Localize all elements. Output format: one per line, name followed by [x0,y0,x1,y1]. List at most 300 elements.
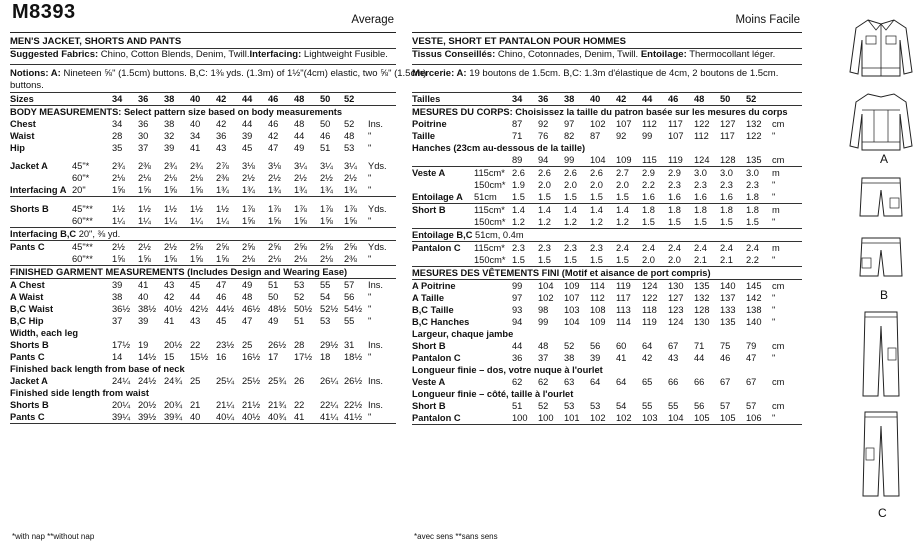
table-cell: 102 [590,412,616,425]
table-row [412,167,802,180]
table-cell: 1⅝ [216,253,242,266]
table-row [412,130,802,142]
table-cell: 115 [642,154,668,167]
size-header: 50 [320,93,344,106]
table-row [10,291,396,303]
size-header: 40 [590,93,616,106]
table-cell: 118 [642,305,657,315]
section-heading-row [10,387,396,399]
table-cell: 1½ [164,204,177,214]
footnote: *with nap **without nap [12,532,95,541]
table-cell: 17½ [112,340,131,350]
table-cell: 124 [694,154,720,167]
table-cell: 94 [538,154,564,167]
table-cell: 53 [564,401,575,411]
row-sublabel [474,154,512,167]
jacket-back-icon [846,88,916,158]
section-heading: BODY MEASUREMENTS: Select pattern size based on body measurements [10,107,343,117]
table-cell: 105 [720,412,746,425]
unit-cell: " [772,254,802,267]
table-cell: 1⅝ [164,184,190,197]
table-cell: 101 [564,412,590,425]
table-cell: 62 [538,377,549,387]
section-title-fr: VESTE, SHORT ET PANTALON POUR HOMMES [412,36,802,49]
table-cell: 107 [616,119,632,129]
table-cell: 47 [242,316,253,326]
table-cell: 26½ [344,376,363,386]
table-cell: 1¾ [242,184,268,197]
table-cell: 52½ [320,304,339,314]
table-cell: 17½ [294,352,313,362]
table-cell: 128 [694,305,710,315]
table-cell: 53 [320,316,331,326]
row-label: Pants C [10,352,45,362]
table-cell: 45 [216,316,227,326]
row-sublabel [72,411,112,424]
section-heading: MESURES DES VÊTEMENTS FINI (Motif et aisance de port compris) [412,267,802,280]
unit-cell: " [368,173,372,183]
table-cell: 2.0 [616,180,629,190]
table-cell: 51 [320,143,331,153]
row-sublabel: 45"** [72,242,93,252]
unit-cell: cm [772,401,785,411]
table-cell: 24½ [138,376,157,386]
table-cell: 46 [320,131,331,141]
table-cell: 38 [164,119,175,129]
table-cell: 87 [590,131,601,141]
table-cell: 49 [242,280,253,290]
table-cell: 16½ [242,352,261,362]
table-cell: 3⅛ [268,161,281,171]
table-cell: 1½ [190,204,203,214]
size-header: 48 [294,93,320,106]
table-cell: 31 [344,340,355,350]
table-cell: 54 [616,401,627,411]
table-cell: 3.0 [694,168,707,178]
table-cell: 48 [344,131,355,141]
table-cell: 138 [746,305,762,315]
unit-cell: " [772,131,776,141]
row-label: Short B [412,401,446,411]
table-cell: 32 [164,131,175,141]
table-cell: 2.2 [746,254,772,267]
table-cell: 2⅝ [242,242,255,252]
table-cell: 46 [720,353,731,363]
table-cell: 22½ [344,400,363,410]
table-cell: 1.5 [538,254,564,267]
table-cell: 40½ [242,411,268,424]
row-label: Entoilage A [412,191,474,204]
table-cell: 2⅛ [138,173,151,183]
size-header: 42 [616,93,642,106]
table-row [10,339,396,351]
table-cell: 93 [512,305,523,315]
table-cell: 2½ [112,242,125,252]
table-row [10,130,396,142]
table-row [10,351,396,363]
table-cell: 49 [268,316,279,326]
row-label [10,172,72,184]
table-cell: 63 [564,377,575,387]
row-label: Pantalon C [412,243,461,253]
fabrics-line: Suggested Fabrics: Chino, Cotton Blends, Denim, Twill.Interfacing: Lightweight Fusible. [10,49,388,60]
unit-cell: cm [772,119,785,129]
table-cell: 99 [512,281,523,291]
table-cell: 1½ [216,204,229,214]
table-cell: 18½ [344,352,363,362]
table-cell: 40½ [164,304,183,314]
table-cell: 2.0 [564,180,577,190]
table-cell: 1¼ [112,215,138,228]
table-cell: 25 [242,340,253,350]
row-sublabel [72,118,112,130]
table-cell: 132 [746,119,762,129]
row-sublabel [474,376,512,388]
pattern-code: M8393 [12,1,76,23]
size-header: 52 [344,93,368,106]
table-cell: 103 [564,305,580,315]
table-cell: 122 [746,131,762,141]
table-cell: 2.0 [538,180,551,190]
table-cell: 1.5 [564,254,590,267]
table-row [412,304,802,316]
table-cell: 67 [720,377,731,387]
table-cell: 119 [642,317,657,327]
table-cell: 1.6 [642,191,668,204]
table-cell: 137 [720,293,736,303]
table-cell: 1.5 [616,254,642,267]
table-cell: 1.5 [616,191,642,204]
table-cell: 24¼ [112,376,131,386]
size-header: 44 [242,93,268,106]
garment-illustrations [840,0,924,554]
table-row [412,316,802,328]
unit-cell: cm [772,281,785,291]
unit-cell: " [772,412,802,425]
table-cell: 119 [616,281,631,291]
table-cell: 36 [138,119,149,129]
row-sublabel [72,303,112,315]
row-sublabel [72,130,112,142]
view-label-b: B [880,288,889,302]
table-cell: 104 [564,317,580,327]
french-column [412,0,802,425]
table-cell: 55 [642,401,653,411]
table-cell: 140 [746,317,762,327]
table-cell: 1.2 [538,216,564,229]
row-label: B,C Taille [412,305,454,315]
row-sublabel [474,304,512,316]
table-cell: 1.2 [616,216,642,229]
table-cell: 112 [590,293,605,303]
table-cell: 97 [564,119,575,129]
unit-cell: " [368,411,396,424]
section-heading-row [412,328,802,340]
table-cell: 2.1 [694,254,720,267]
table-cell: 1.5 [642,216,668,229]
table-cell: 2⅝ [344,242,357,252]
table-cell: 130 [668,281,684,291]
table-cell: 43 [216,143,227,153]
table-cell: 2⅛ [164,173,177,183]
table-cell: 41 [138,280,149,290]
table-cell: 22 [190,340,201,350]
table-cell: 1⅝ [242,215,268,228]
row-sublabel [72,339,112,351]
table-cell: 51 [294,316,305,326]
row-label: A Waist [10,292,44,302]
table-cell: 38 [112,292,123,302]
table-row [412,376,802,388]
table-cell: 25½ [242,376,261,386]
row-sublabel [72,375,112,387]
table-cell: 89 [512,154,538,167]
table-cell: 57 [746,401,757,411]
section-heading: Largeur, chaque jambe [412,329,514,339]
table-cell: 2½ [164,242,177,252]
section-heading: Finished side length from waist [10,388,149,398]
table-cell: 64 [642,341,653,351]
table-cell: 41¼ [320,411,344,424]
table-cell: 92 [616,131,627,141]
table-cell: 2.2 [642,180,655,190]
table-cell: 97 [512,293,523,303]
table-cell: 1½ [138,204,151,214]
table-cell: 29½ [320,340,339,350]
table-cell: 67 [746,377,757,387]
table-cell: 66 [668,377,679,387]
view-label-a: A [880,152,889,166]
table-cell: 37 [112,316,123,326]
table-cell: 2⅛ [242,253,268,266]
unit-cell: Yds. [368,204,387,214]
table-cell: 36 [216,131,227,141]
row-label: A Taille [412,293,445,303]
table-cell: 40¼ [216,411,242,424]
table-cell: 99 [564,154,590,167]
row-label [412,216,474,229]
table-cell: 133 [720,305,736,315]
table-cell: 51 [512,401,523,411]
table-cell: 1¾ [216,184,242,197]
row-label: Shorts B [10,340,49,350]
table-cell: 44½ [216,304,235,314]
unit-cell: cm [772,154,802,167]
table-cell: 71 [512,131,523,141]
size-header: 36 [538,93,564,106]
sizes-label: Tailles [412,93,512,106]
table-cell: 53 [344,143,355,153]
table-cell: 17 [268,352,279,362]
interfacing-bc-row [10,228,396,241]
row-label: Pantalon C [412,412,474,425]
table-cell: 127 [668,293,684,303]
row-label: Short B [412,341,446,351]
table-cell: 102 [538,293,554,303]
table-cell: 39¾ [164,411,190,424]
table-cell: 19 [138,340,149,350]
row-sublabel: 115cm* [474,205,505,215]
table-cell: 117 [668,119,683,129]
table-row [10,160,396,172]
table-cell: 28 [112,131,123,141]
table-cell: 14 [112,352,123,362]
table-cell: 130 [694,317,710,327]
table-cell: 2.3 [538,243,551,253]
table-cell: 39¼ [112,411,138,424]
table-cell: 25 [190,376,201,386]
table-cell: 44 [694,353,705,363]
row-sublabel [474,412,512,425]
table-cell: 42 [216,119,227,129]
section-heading-row [10,327,396,339]
table-cell: 1⅞ [268,204,281,214]
unit-cell: m [772,168,780,178]
table-cell: 57 [720,401,731,411]
table-row [10,303,396,315]
table-cell: 2½ [268,173,281,183]
size-header: 50 [720,93,746,106]
table-cell: 56 [694,401,705,411]
table-cell: 1.6 [668,191,694,204]
table-cell: 1.4 [512,205,525,215]
section-heading-row [412,267,802,280]
table-cell: 38½ [138,304,157,314]
table-cell: 43 [164,280,175,290]
table-cell: 113 [616,305,631,315]
table-cell: 57 [344,280,355,290]
row-sublabel: 60"** [72,253,112,266]
table-cell: 135 [746,154,772,167]
unit-cell: " [772,293,776,303]
row-sublabel [474,340,512,352]
table-cell: 36 [512,353,523,363]
table-cell: 2½ [320,173,333,183]
table-cell: 46 [216,292,227,302]
row-label: Interfacing A [10,184,72,197]
table-cell: 52 [564,341,575,351]
table-cell: 26¼ [320,376,339,386]
unit-cell: " [368,215,396,228]
table-cell: 108 [590,305,606,315]
table-cell: 1.4 [590,205,603,215]
row-sublabel [72,351,112,363]
table-cell: 1⅞ [242,204,255,214]
table-cell: 40 [190,119,201,129]
table-row [10,172,396,184]
table-cell: 106 [746,412,772,425]
table-cell: 105 [694,412,720,425]
size-header: 40 [190,93,216,106]
unit-cell: " [368,253,396,266]
table-cell: 1⅝ [112,184,138,197]
row-sublabel [72,399,112,411]
table-cell: 1⅞ [320,204,333,214]
unit-cell: Ins. [368,119,383,129]
table-cell: 3.0 [746,168,759,178]
table-row [412,352,802,364]
table-cell: 60 [616,341,627,351]
table-cell: 43 [190,316,201,326]
unit-cell: Ins. [368,400,383,410]
table-cell: 2.3 [590,243,603,253]
table-cell: 20¾ [164,400,183,410]
table-cell: 2.3 [564,243,577,253]
table-cell: 1⅝ [164,253,190,266]
table-row [412,179,802,191]
row-sublabel [474,280,512,293]
table-cell: 2.3 [512,243,525,253]
table-cell: 87 [512,119,523,129]
table-cell: 2.6 [564,168,577,178]
row-sublabel: 150cm* [474,254,512,267]
table-cell: 2⅜ [344,253,368,266]
section-heading-row [412,388,802,400]
table-cell: 109 [564,281,580,291]
table-cell: 41 [294,411,320,424]
table-cell: 41 [616,353,627,363]
section-heading: Hanches (23cm au-dessous de la taille) [412,143,586,153]
notions-line: Notions: A: Nineteen ⅝" (1.5cm) buttons. B,C: 1⅜ yds. (1.3m) of 1½"(4cm) elastic, two ⅝" (1.5cm) [10,68,427,79]
table-cell: 39 [112,280,123,290]
table-cell: 2.9 [642,168,655,178]
table-cell: 48 [242,292,253,302]
footnote-fr: *avec sens **sans sens [414,532,498,541]
row-label: B,C Hanches [412,317,470,327]
row-label: B,C Waist [10,304,54,314]
table-row [412,280,802,293]
table-cell: 42½ [190,304,209,314]
interfacing-bc-label: Entoilage B,C [412,230,473,240]
table-cell: 100 [512,412,538,425]
table-row [10,241,396,254]
table-row [412,412,802,425]
table-cell: 122 [642,293,658,303]
table-cell: 62 [512,377,523,387]
row-label: Pantalon C [412,353,461,363]
table-row [10,142,396,154]
table-cell: 1.8 [720,205,733,215]
table-cell: 1.8 [746,205,759,215]
row-sublabel: 115cm* [474,243,505,253]
table-row [412,254,802,267]
table-cell: 2¾ [190,161,203,171]
table-cell: 1¾ [294,184,320,197]
table-cell: 34 [190,131,201,141]
table-cell: 2.4 [668,243,681,253]
table-row [412,118,802,130]
table-cell: 132 [694,293,710,303]
size-header: 38 [164,93,190,106]
table-row [412,242,802,255]
table-cell: 2⅛ [320,253,344,266]
table-cell: 67 [668,341,679,351]
table-cell: 1¾ [344,184,368,197]
table-row [412,340,802,352]
table-row [412,191,802,204]
row-sublabel [72,315,112,327]
table-cell: 14½ [138,352,157,362]
row-label: Shorts B [10,400,49,410]
table-row [10,375,396,387]
table-cell: 18 [320,352,331,362]
table-cell: 2.3 [720,180,733,190]
table-cell: 2.3 [694,180,707,190]
table-cell: 2⅜ [216,173,229,183]
table-cell: 2.7 [616,168,629,178]
table-cell: 76 [538,131,549,141]
unit-cell: " [772,216,802,229]
